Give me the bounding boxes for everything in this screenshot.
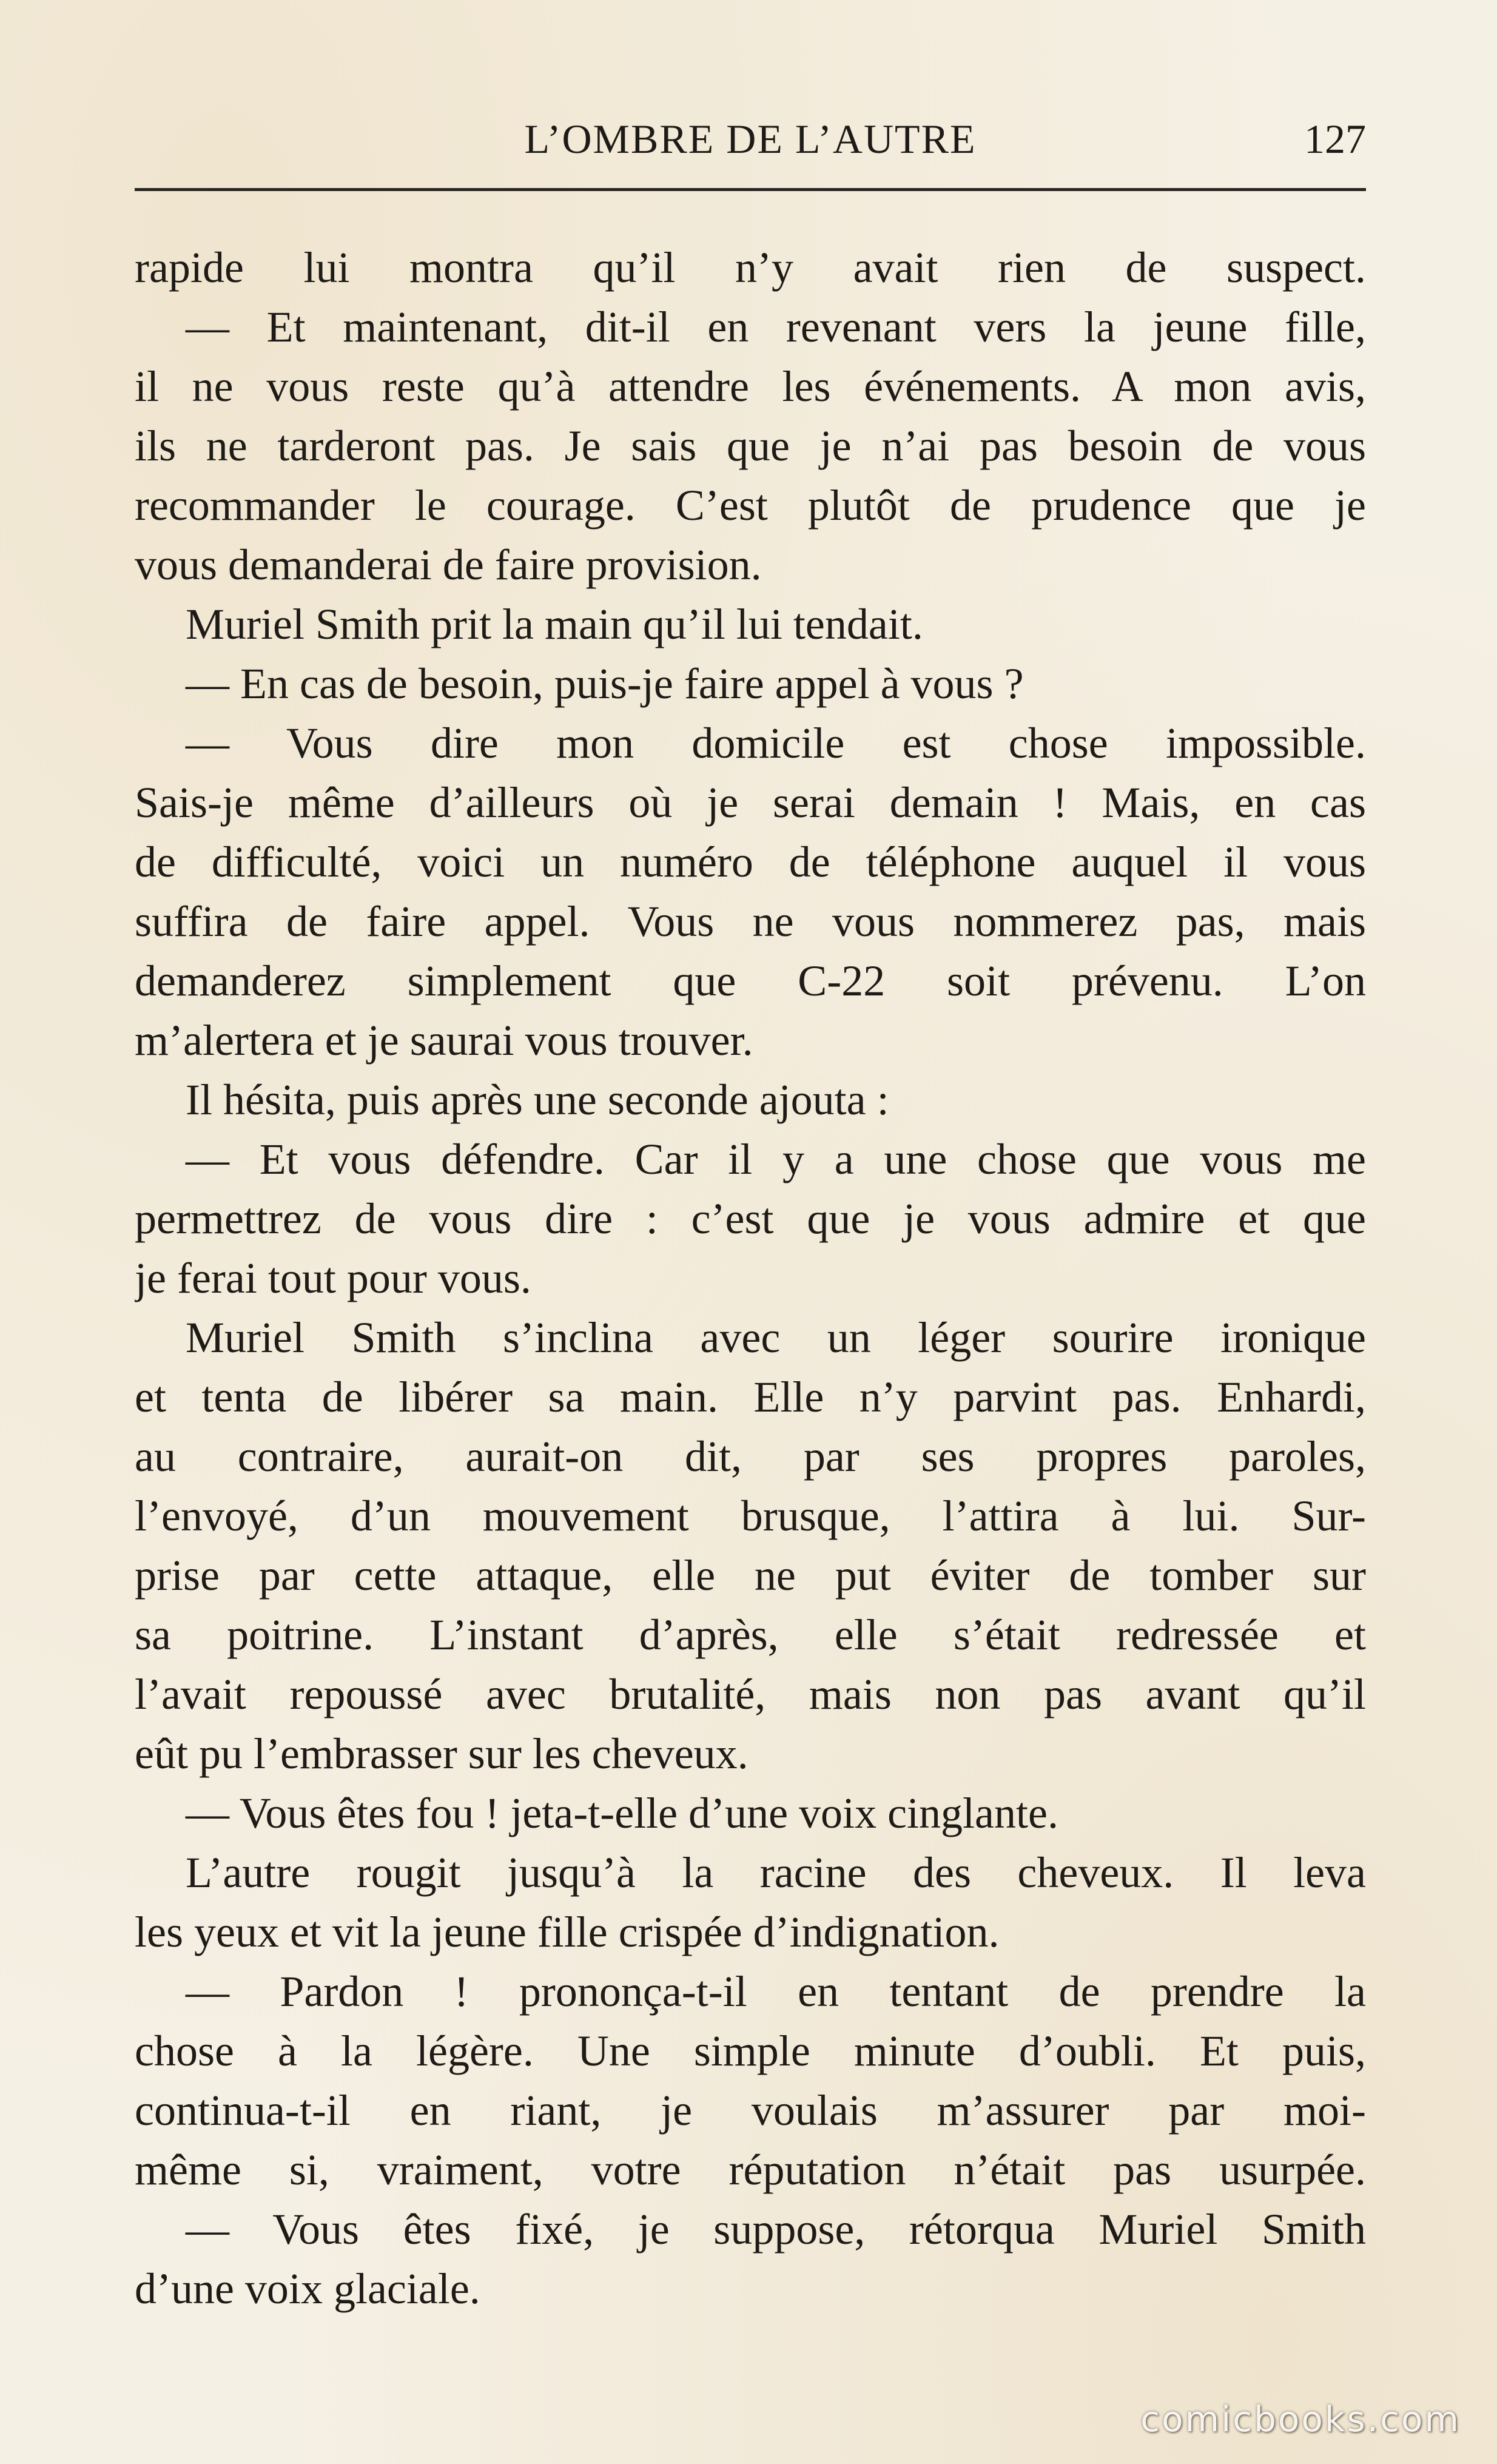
text-line: — Vous dire mon domicile est chose impossible. xyxy=(186,719,1366,767)
text-line: eût pu l’embrasser sur les cheveux. xyxy=(135,1729,748,1778)
text-line: — Et maintenant, dit-il en revenant vers la jeune fille, xyxy=(186,303,1366,351)
text-line: je ferai tout pour vous. xyxy=(135,1254,531,1302)
text-line: vous demanderai de faire provision. xyxy=(135,540,762,589)
header-rule xyxy=(135,188,1366,191)
text-line: l’envoyé, d’un mouvement brusque, l’attira à lui. Sur- xyxy=(135,1492,1366,1540)
text-line: continua-t-il en riant, je voulais m’assurer par moi- xyxy=(135,2086,1366,2135)
text-line: — Vous êtes fixé, je suppose, rétorqua Muriel Smith xyxy=(186,2205,1366,2254)
text-line: — Et vous défendre. Car il y a une chose que vous me xyxy=(186,1135,1366,1183)
text-line: Muriel Smith prit la main qu’il lui tendait. xyxy=(186,600,923,648)
text-line: permettrez de vous dire : c’est que je vous admire et que xyxy=(135,1194,1366,1243)
text-line: prise par cette attaque, elle ne put éviter de tomber sur xyxy=(135,1551,1366,1600)
running-head: L’OMBRE DE L’AUTRE xyxy=(524,116,977,162)
text-line: Il hésita, puis après une seconde ajouta : xyxy=(186,1075,889,1124)
page-header xyxy=(135,103,1366,170)
text-line: — En cas de besoin, puis-je faire appel à vous ? xyxy=(186,659,1024,708)
text-line: de difficulté, voici un numéro de téléphone auquel il vous xyxy=(135,838,1366,886)
text-line: l’avait repoussé avec brutalité, mais non pas avant qu’il xyxy=(135,1670,1366,1718)
text-line: d’une voix glaciale. xyxy=(135,2264,480,2313)
text-line: Sais-je même d’ailleurs où je serai demain ! Mais, en cas xyxy=(135,778,1366,827)
text-line: ils ne tarderont pas. Je sais que je n’ai pas besoin de vous xyxy=(135,422,1366,470)
text-line: et tenta de libérer sa main. Elle n’y parvint pas. Enhardi, xyxy=(135,1373,1366,1421)
text-line: demanderez simplement que C-22 soit prévenu. L’on xyxy=(135,957,1366,1005)
text-line: Muriel Smith s’inclina avec un léger sourire ironique xyxy=(186,1313,1366,1362)
text-line: les yeux et vit la jeune fille crispée d’indignation. xyxy=(135,1908,1000,1956)
text-line: recommander le courage. C’est plutôt de prudence que je xyxy=(135,481,1366,530)
body-text xyxy=(135,238,1366,2318)
text-line: chose à la légère. Une simple minute d’oubli. Et puis, xyxy=(135,2027,1366,2075)
text-line: — Vous êtes fou ! jeta-t-elle d’une voix cinglante. xyxy=(186,1789,1058,1837)
text-line: suffira de faire appel. Vous ne vous nommerez pas, mais xyxy=(135,897,1366,946)
text-line: il ne vous reste qu’à attendre les événements. A mon avis, xyxy=(135,362,1366,411)
text-line: rapide lui montra qu’il n’y avait rien de suspect. xyxy=(135,243,1366,292)
text-line: même si, vraiment, votre réputation n’était pas usurpée. xyxy=(135,2146,1366,2194)
text-line: sa poitrine. L’instant d’après, elle s’était redressée et xyxy=(135,1611,1366,1659)
text-line: m’alertera et je saurai vous trouver. xyxy=(135,1016,753,1065)
text-line: — Pardon ! prononça-t-il en tentant de prendre la xyxy=(186,1967,1366,2016)
text-line: L’autre rougit jusqu’à la racine des cheveux. Il leva xyxy=(186,1848,1366,1897)
page-number: 127 xyxy=(1304,116,1366,162)
text-line: au contraire, aurait-on dit, par ses propres paroles, xyxy=(135,1432,1366,1481)
watermark: comicbooks.com xyxy=(1140,2398,1461,2440)
